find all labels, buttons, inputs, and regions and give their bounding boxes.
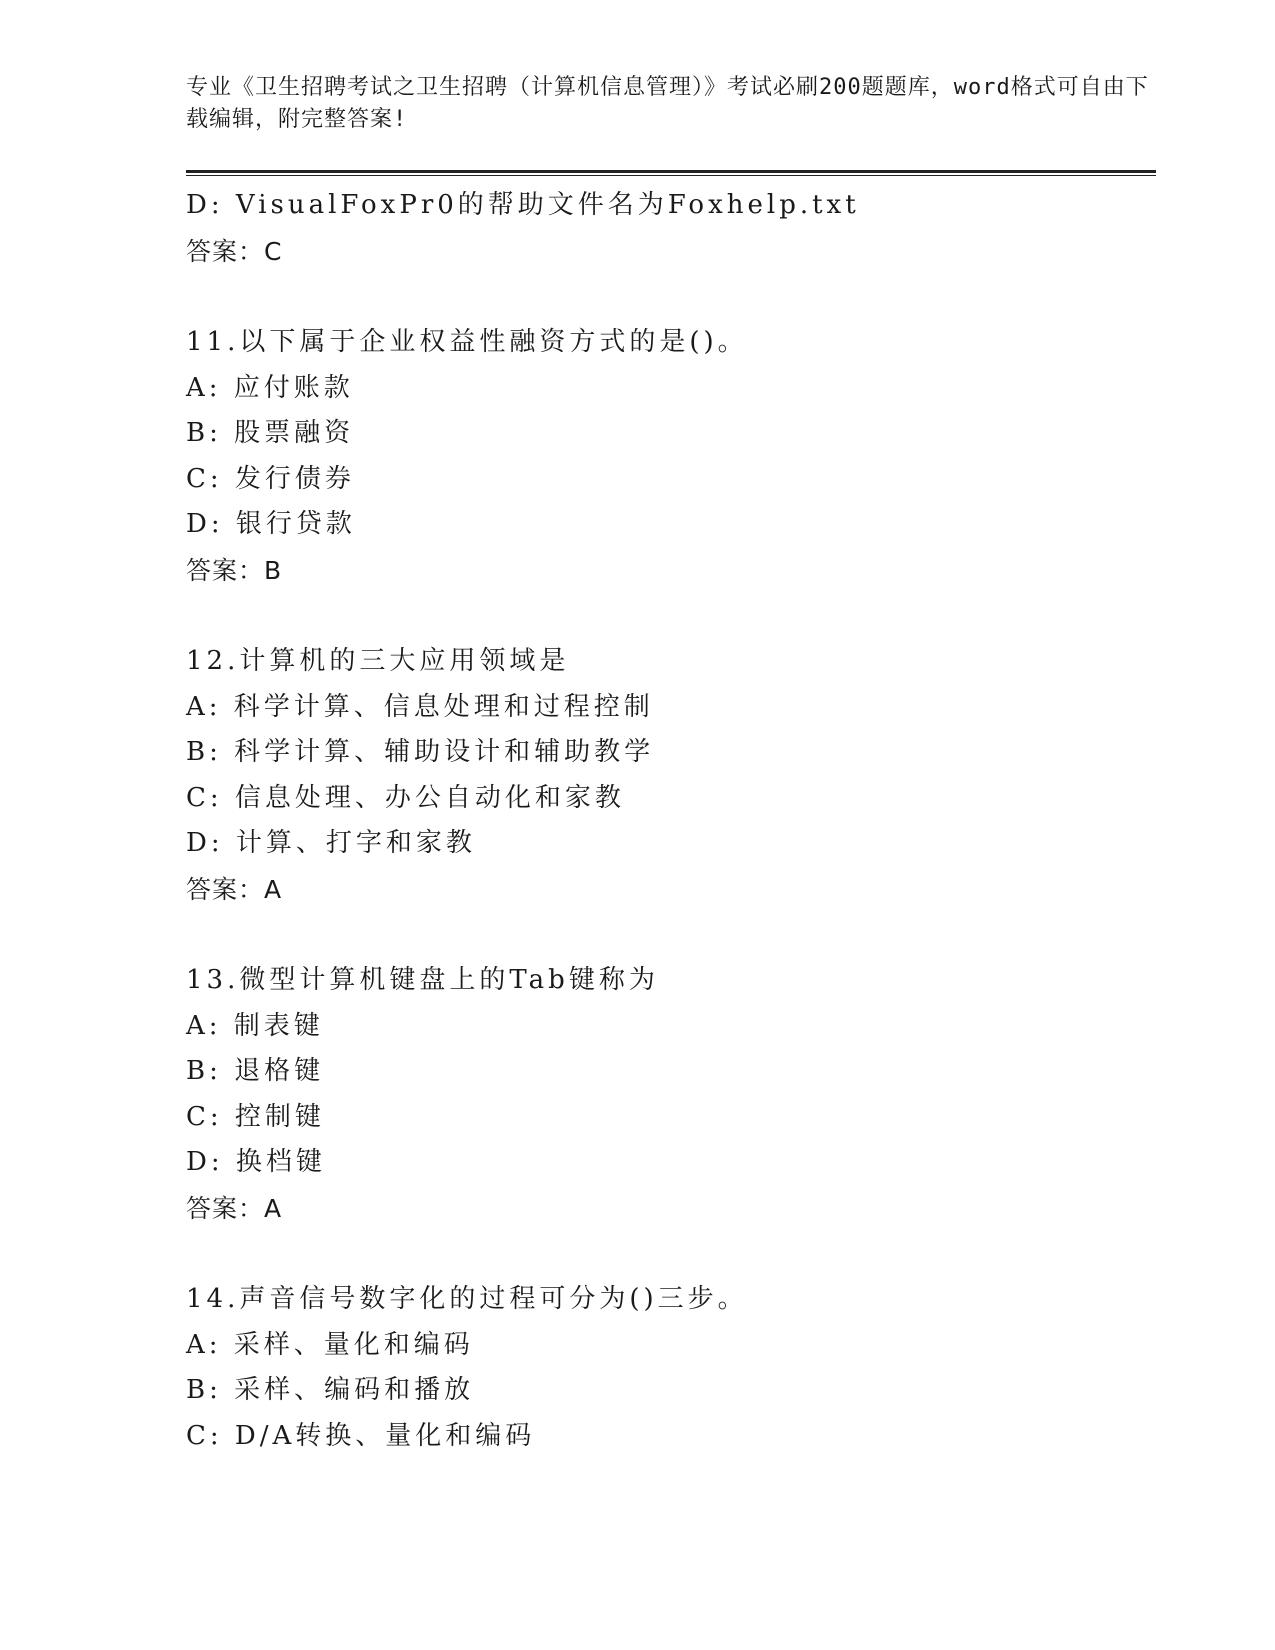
question-list bbox=[186, 183, 1156, 1459]
option-c: C: 发行债券 bbox=[186, 463, 355, 494]
question-stem: 11.以下属于企业权益性融资方式的是()。 bbox=[186, 327, 748, 357]
option-b: B: 股票融资 bbox=[186, 418, 355, 448]
option-b: B: 退格键 bbox=[186, 1056, 325, 1086]
option-d: D: 换档键 bbox=[186, 1147, 326, 1177]
answer: 答案：A bbox=[186, 1193, 283, 1223]
question-stem: 12.计算机的三大应用领域是 bbox=[186, 646, 570, 676]
spacer bbox=[186, 1231, 1156, 1277]
document-header: 专业《卫生招聘考试之卫生招聘（计算机信息管理）》考试必刷200题题库，word格式可自由下载编辑，附完整答案! bbox=[186, 75, 1149, 132]
answer: 答案：B bbox=[186, 555, 283, 585]
option-a: A: 制表键 bbox=[186, 1010, 324, 1041]
option-d: D: 计算、打字和家教 bbox=[186, 828, 476, 858]
answer: 答案：A bbox=[186, 874, 283, 904]
spacer bbox=[186, 274, 1156, 320]
option-d: D: VisualFoxPr0的帮助文件名为Foxhelp.txt bbox=[186, 190, 860, 220]
option-c: C: D/A转换、量化和编码 bbox=[186, 1420, 536, 1451]
document-page bbox=[186, 72, 1156, 1459]
option-a: A: 科学计算、信息处理和过程控制 bbox=[186, 691, 654, 722]
option-b: B: 采样、编码和播放 bbox=[186, 1375, 475, 1405]
option-c: C: 信息处理、办公自动化和家教 bbox=[186, 782, 625, 813]
question-stem: 13.微型计算机键盘上的Tab键称为 bbox=[186, 965, 659, 995]
header-divider bbox=[186, 170, 1156, 173]
spacer bbox=[186, 593, 1156, 639]
option-d: D: 银行贷款 bbox=[186, 509, 356, 539]
question-stem: 14.声音信号数字化的过程可分为()三步。 bbox=[186, 1284, 748, 1314]
spacer bbox=[186, 912, 1156, 958]
answer: 答案：C bbox=[186, 236, 283, 266]
option-c: C: 控制键 bbox=[186, 1101, 325, 1132]
option-a: A: 采样、量化和编码 bbox=[186, 1329, 474, 1360]
option-a: A: 应付账款 bbox=[186, 372, 354, 403]
option-b: B: 科学计算、辅助设计和辅助教学 bbox=[186, 737, 655, 767]
